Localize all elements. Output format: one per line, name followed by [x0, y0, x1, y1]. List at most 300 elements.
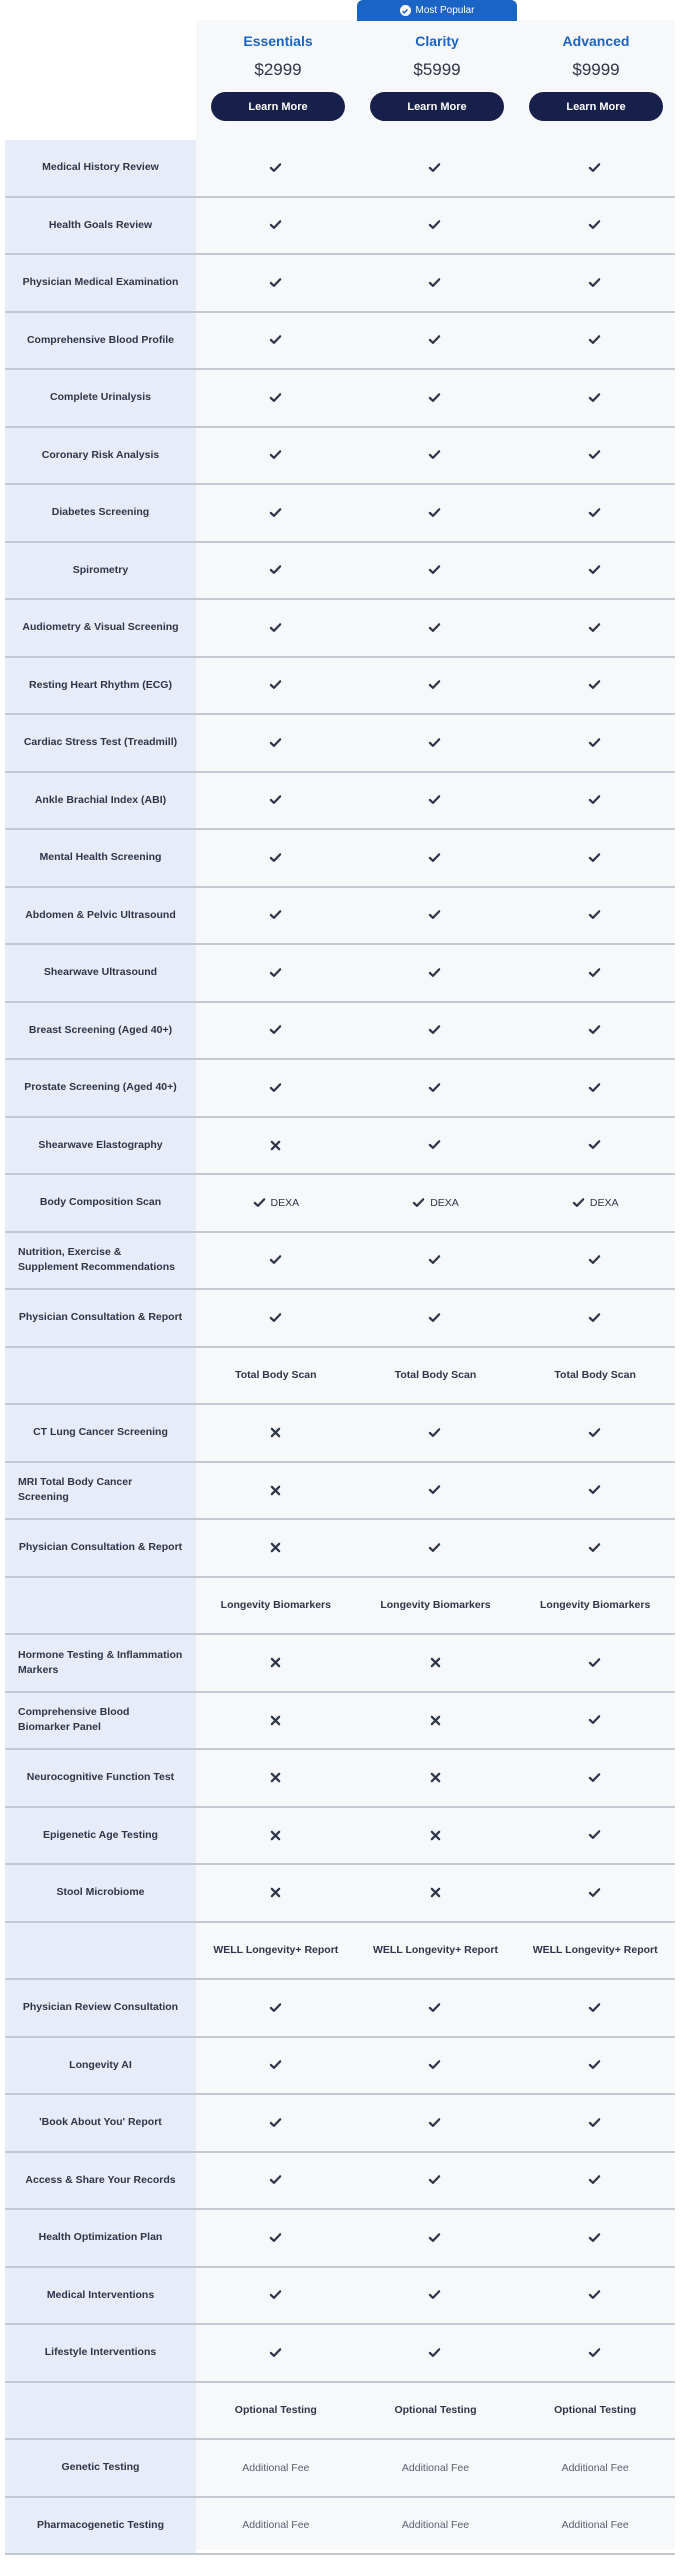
check-icon [428, 448, 442, 462]
plan-cell [515, 600, 675, 656]
section-row [5, 1923, 675, 1981]
feature-label: Comprehensive Blood Profile [5, 313, 196, 369]
cross-icon [270, 1830, 281, 1841]
feature-label: Mental Health Screening [5, 830, 196, 886]
plan-cell [515, 1405, 675, 1461]
feature-label: Physician Review Consultation [5, 1980, 196, 2036]
plan-cell [356, 1175, 516, 1231]
plan-cell [196, 1060, 356, 1116]
feature-row [5, 658, 675, 716]
plan-cell [196, 198, 356, 254]
check-icon [588, 391, 602, 405]
feature-row [5, 370, 675, 428]
plan-cell [515, 313, 675, 369]
plan-cell [356, 1693, 516, 1749]
feature-label: Coronary Risk Analysis [5, 428, 196, 484]
plan-cell [356, 1003, 516, 1059]
check-icon [588, 506, 602, 520]
plan-cell [356, 1980, 516, 2036]
plan-cell [196, 1520, 356, 1576]
plan-cell [515, 2440, 675, 2496]
check-icon [428, 621, 442, 635]
check-icon [269, 563, 283, 577]
feature-row [5, 485, 675, 543]
plan-cell [356, 428, 516, 484]
check-icon [428, 851, 442, 865]
plan-cell [515, 2498, 675, 2554]
feature-label: Physician Consultation & Report [5, 1520, 196, 1576]
check-icon [588, 1138, 602, 1152]
plan-cell [515, 2038, 675, 2094]
check-icon [428, 793, 442, 807]
feature-rows [5, 140, 675, 2555]
plan-cell [515, 1980, 675, 2036]
feature-label: Medical History Review [5, 140, 196, 196]
feature-label: Physician Medical Examination [5, 255, 196, 311]
plan-cell [356, 1865, 516, 1921]
feature-label: Ankle Brachial Index (ABI) [5, 773, 196, 829]
learn-more-button-clarity[interactable]: Learn More [370, 92, 504, 121]
learn-more-button-essentials[interactable]: Learn More [211, 92, 345, 121]
plan-cell [356, 485, 516, 541]
check-icon [269, 1253, 283, 1267]
check-icon [428, 2346, 442, 2360]
plan-cell [356, 1463, 516, 1519]
feature-row [5, 715, 675, 773]
check-with-note [253, 1196, 300, 1210]
feature-label: Health Optimization Plan [5, 2210, 196, 2266]
feature-row [5, 313, 675, 371]
cross-icon [430, 1830, 441, 1841]
cross-icon [270, 1715, 281, 1726]
check-icon [588, 2116, 602, 2130]
feature-row [5, 140, 675, 198]
check-icon [428, 966, 442, 980]
plan-cell [515, 1635, 675, 1691]
feature-row [5, 830, 675, 888]
plan-cell [515, 1060, 675, 1116]
feature-label: Neurocognitive Function Test [5, 1750, 196, 1806]
fee-text: Additional Fee [242, 2461, 310, 2474]
plan-cell [196, 428, 356, 484]
plan-cell [196, 1175, 356, 1231]
plan-cell [356, 600, 516, 656]
feature-label: Access & Share Your Records [5, 2153, 196, 2209]
check-icon [269, 2288, 283, 2302]
check-icon [269, 1023, 283, 1037]
check-icon [269, 276, 283, 290]
feature-row [5, 1693, 675, 1751]
check-icon [428, 908, 442, 922]
check-icon [588, 2001, 602, 2015]
feature-row [5, 1175, 675, 1233]
feature-label: Spirometry [5, 543, 196, 599]
plan-cell [515, 945, 675, 1001]
feature-row [5, 1865, 675, 1923]
check-icon [588, 2346, 602, 2360]
plan-cell [515, 198, 675, 254]
plan-cell [515, 1693, 675, 1749]
check-icon [428, 218, 442, 232]
plan-cell [515, 1290, 675, 1346]
feature-label: Body Composition Scan [5, 1175, 196, 1231]
section-heading: WELL Longevity+ Report [532, 1944, 658, 1957]
check-icon [269, 1311, 283, 1325]
check-icon [428, 2288, 442, 2302]
plan-cell [515, 888, 675, 944]
plan-cell [196, 2153, 356, 2209]
check-icon [588, 1886, 602, 1900]
feature-label: Diabetes Screening [5, 485, 196, 541]
plan-cell [515, 1520, 675, 1576]
plan-cell [515, 2325, 675, 2381]
plan-cell [515, 830, 675, 886]
plan-cell [356, 255, 516, 311]
plan-cell [356, 1520, 516, 1576]
plan-cell [196, 1003, 356, 1059]
feature-label: Cardiac Stress Test (Treadmill) [5, 715, 196, 771]
section-heading: WELL Longevity+ Report [373, 1944, 498, 1957]
check-icon [269, 333, 283, 347]
feature-row [5, 1290, 675, 1348]
plan-cell [515, 1233, 675, 1289]
feature-row [5, 2210, 675, 2268]
plan-cell [515, 2268, 675, 2324]
feature-row [5, 1750, 675, 1808]
check-icon [588, 276, 602, 290]
plan-cell [515, 485, 675, 541]
check-icon [428, 1541, 442, 1555]
feature-row [5, 945, 675, 1003]
check-icon [428, 506, 442, 520]
feature-row [5, 2498, 675, 2556]
feature-label: Health Goals Review [5, 198, 196, 254]
plan-cell [196, 2440, 356, 2496]
feature-row [5, 543, 675, 601]
plan-cell [356, 715, 516, 771]
check-icon [269, 2058, 283, 2072]
cross-icon [430, 1715, 441, 1726]
feature-label: Lifestyle Interventions [5, 2325, 196, 2381]
plan-cell [356, 2038, 516, 2094]
section-heading: Total Body Scan [554, 1369, 636, 1382]
feature-label: Audiometry & Visual Screening [5, 600, 196, 656]
check-icon [588, 793, 602, 807]
feature-row [5, 2095, 675, 2153]
feature-label: Medical Interventions [5, 2268, 196, 2324]
check-icon [269, 391, 283, 405]
check-icon [428, 1311, 442, 1325]
feature-label [5, 1348, 196, 1404]
plan-cell [356, 370, 516, 426]
check-icon [428, 276, 442, 290]
feature-row [5, 2440, 675, 2498]
plan-cell [196, 1233, 356, 1289]
cross-icon [270, 1427, 281, 1438]
check-icon [572, 1196, 586, 1210]
check-icon [428, 1483, 442, 1497]
check-icon [588, 1483, 602, 1497]
plan-cell [356, 313, 516, 369]
plan-advanced [516, 20, 676, 121]
plan-cell [196, 600, 356, 656]
check-icon [428, 1253, 442, 1267]
check-icon [269, 506, 283, 520]
check-icon [428, 161, 442, 175]
plan-cell [196, 485, 356, 541]
plan-cell [515, 543, 675, 599]
feature-row [5, 1003, 675, 1061]
fee-text: Additional Fee [561, 2519, 629, 2532]
plan-cell [515, 1003, 675, 1059]
plan-cell [356, 1405, 516, 1461]
feature-label: Stool Microbiome [5, 1865, 196, 1921]
check-icon [269, 161, 283, 175]
feature-label: Prostate Screening (Aged 40+) [5, 1060, 196, 1116]
check-icon [588, 2288, 602, 2302]
plan-cell [356, 1808, 516, 1864]
check-icon [588, 1253, 602, 1267]
feature-row [5, 1520, 675, 1578]
check-icon [588, 1828, 602, 1842]
plan-cell [196, 2095, 356, 2151]
plan-cell [196, 1290, 356, 1346]
feature-row [5, 1980, 675, 2038]
most-popular-label: Most Popular [415, 5, 475, 16]
plan-cell [356, 658, 516, 714]
feature-label: Nutrition, Exercise & Supplement Recommendations [5, 1233, 196, 1289]
feature-row [5, 428, 675, 486]
check-icon [269, 218, 283, 232]
check-icon [588, 2173, 602, 2187]
feature-label: CT Lung Cancer Screening [5, 1405, 196, 1461]
feature-label: Longevity AI [5, 2038, 196, 2094]
plan-cell [196, 255, 356, 311]
plan-cell [356, 2153, 516, 2209]
check-icon [428, 563, 442, 577]
check-icon [269, 2116, 283, 2130]
plan-cell [356, 1233, 516, 1289]
plan-cell [515, 1118, 675, 1174]
check-icon [588, 333, 602, 347]
check-icon [588, 851, 602, 865]
plan-cell [356, 140, 516, 196]
feature-row [5, 1463, 675, 1521]
section-heading: Optional Testing [554, 2404, 637, 2417]
cross-icon [270, 1140, 281, 1151]
section-heading: Longevity Biomarkers [380, 1599, 491, 1612]
plan-cell [196, 773, 356, 829]
fee-text: Additional Fee [401, 2461, 470, 2474]
plan-cell [356, 2498, 516, 2554]
plan-name: Advanced [562, 33, 630, 49]
feature-label: Breast Screening (Aged 40+) [5, 1003, 196, 1059]
plan-cell [196, 1865, 356, 1921]
cell-note: DEXA [589, 1196, 619, 1209]
plan-essentials [198, 20, 358, 121]
most-popular-badge [357, 0, 517, 21]
section-heading: Optional Testing [394, 2404, 477, 2417]
plan-cell [196, 1463, 356, 1519]
feature-row [5, 888, 675, 946]
plan-cell [515, 2210, 675, 2266]
plan-cell [356, 888, 516, 944]
fee-text: Additional Fee [401, 2519, 470, 2532]
check-icon [428, 736, 442, 750]
cross-icon [270, 1542, 281, 1553]
plan-cell [356, 1635, 516, 1691]
plan-cell [515, 1750, 675, 1806]
check-icon [428, 391, 442, 405]
check-icon [588, 678, 602, 692]
check-icon [269, 908, 283, 922]
feature-row [5, 773, 675, 831]
check-icon [588, 448, 602, 462]
check-icon [428, 2116, 442, 2130]
check-icon [428, 2231, 442, 2245]
check-icon [269, 966, 283, 980]
plan-cell [515, 2095, 675, 2151]
check-icon [269, 1081, 283, 1095]
plan-cell [356, 945, 516, 1001]
check-icon [588, 1771, 602, 1785]
feature-label: Comprehensive Blood Biomarker Panel [5, 1693, 196, 1749]
check-icon [269, 793, 283, 807]
check-icon [269, 2001, 283, 2015]
cell-note: DEXA [270, 1196, 300, 1209]
plan-cell [515, 140, 675, 196]
feature-row [5, 2153, 675, 2211]
plan-cell [356, 543, 516, 599]
cross-icon [270, 1772, 281, 1783]
cross-icon [270, 1657, 281, 1668]
feature-label: Pharmacogenetic Testing [5, 2498, 196, 2554]
check-icon [428, 2173, 442, 2187]
check-icon [588, 1426, 602, 1440]
plan-price: $2999 [254, 60, 302, 79]
check-icon [588, 1311, 602, 1325]
plans-header [5, 0, 675, 140]
feature-row [5, 2325, 675, 2383]
check-icon [269, 2231, 283, 2245]
plan-cell [356, 2210, 516, 2266]
section-heading: Longevity Biomarkers [220, 1599, 331, 1612]
feature-row [5, 1118, 675, 1176]
feature-label: Shearwave Ultrasound [5, 945, 196, 1001]
plan-cell [356, 1118, 516, 1174]
feature-label: Epigenetic Age Testing [5, 1808, 196, 1864]
plan-cell [196, 830, 356, 886]
feature-label: Resting Heart Rhythm (ECG) [5, 658, 196, 714]
plan-cell [356, 1060, 516, 1116]
section-row [5, 2383, 675, 2441]
plan-name: Clarity [415, 33, 459, 49]
cross-icon [430, 1887, 441, 1898]
plan-cell [196, 1118, 356, 1174]
check-with-note [412, 1196, 459, 1210]
check-icon [253, 1196, 267, 1210]
feature-row [5, 600, 675, 658]
check-icon [269, 2173, 283, 2187]
section-heading: Optional Testing [234, 2404, 317, 2417]
feature-label: Genetic Testing [5, 2440, 196, 2496]
plan-cell [356, 2440, 516, 2496]
feature-label: 'Book About You' Report [5, 2095, 196, 2151]
check-icon [588, 736, 602, 750]
check-icon [428, 1023, 442, 1037]
check-icon [588, 1656, 602, 1670]
cross-icon [430, 1657, 441, 1668]
plan-cell [196, 2498, 356, 2554]
plan-cell [356, 198, 516, 254]
check-icon [588, 908, 602, 922]
check-circle-icon [400, 5, 411, 16]
cross-icon [270, 1485, 281, 1496]
feature-label: Hormone Testing & Inflammation Markers [5, 1635, 196, 1691]
plan-cell [515, 1175, 675, 1231]
check-icon [588, 218, 602, 232]
cross-icon [430, 1772, 441, 1783]
feature-row [5, 2038, 675, 2096]
feature-row [5, 255, 675, 313]
plan-cell [196, 313, 356, 369]
feature-label [5, 1578, 196, 1634]
plan-cell [196, 1808, 356, 1864]
section-row [5, 1348, 675, 1406]
check-icon [428, 1081, 442, 1095]
feature-label: Physician Consultation & Report [5, 1290, 196, 1346]
plan-cell [515, 2153, 675, 2209]
feature-row [5, 1635, 675, 1693]
check-icon [428, 678, 442, 692]
plan-cell [356, 1290, 516, 1346]
plan-cell [356, 2095, 516, 2151]
feature-row [5, 2268, 675, 2326]
section-heading: Longevity Biomarkers [540, 1599, 651, 1612]
plan-price: $5999 [413, 60, 461, 79]
plan-price: $9999 [572, 60, 620, 79]
plan-cell [356, 830, 516, 886]
plan-cell [196, 888, 356, 944]
plan-cell [515, 370, 675, 426]
plan-cell [515, 255, 675, 311]
learn-more-button-advanced[interactable]: Learn More [529, 92, 663, 121]
check-icon [588, 966, 602, 980]
plan-name: Essentials [243, 33, 313, 49]
section-heading: Total Body Scan [394, 1369, 477, 1382]
check-icon [588, 2058, 602, 2072]
feature-label [5, 2383, 196, 2439]
feature-label: Complete Urinalysis [5, 370, 196, 426]
check-icon [269, 678, 283, 692]
fee-text: Additional Fee [242, 2519, 310, 2532]
check-icon [428, 333, 442, 347]
check-icon [269, 2346, 283, 2360]
section-heading: WELL Longevity+ Report [213, 1944, 339, 1957]
feature-label: Abdomen & Pelvic Ultrasound [5, 888, 196, 944]
feature-row [5, 1233, 675, 1291]
plan-cell [196, 1693, 356, 1749]
plan-cell [515, 715, 675, 771]
cross-icon [270, 1887, 281, 1898]
check-with-note [572, 1196, 619, 1210]
check-icon [412, 1196, 426, 1210]
cell-note: DEXA [430, 1196, 459, 1209]
check-icon [269, 621, 283, 635]
check-icon [588, 563, 602, 577]
plan-cell [515, 658, 675, 714]
plan-cell [515, 1808, 675, 1864]
